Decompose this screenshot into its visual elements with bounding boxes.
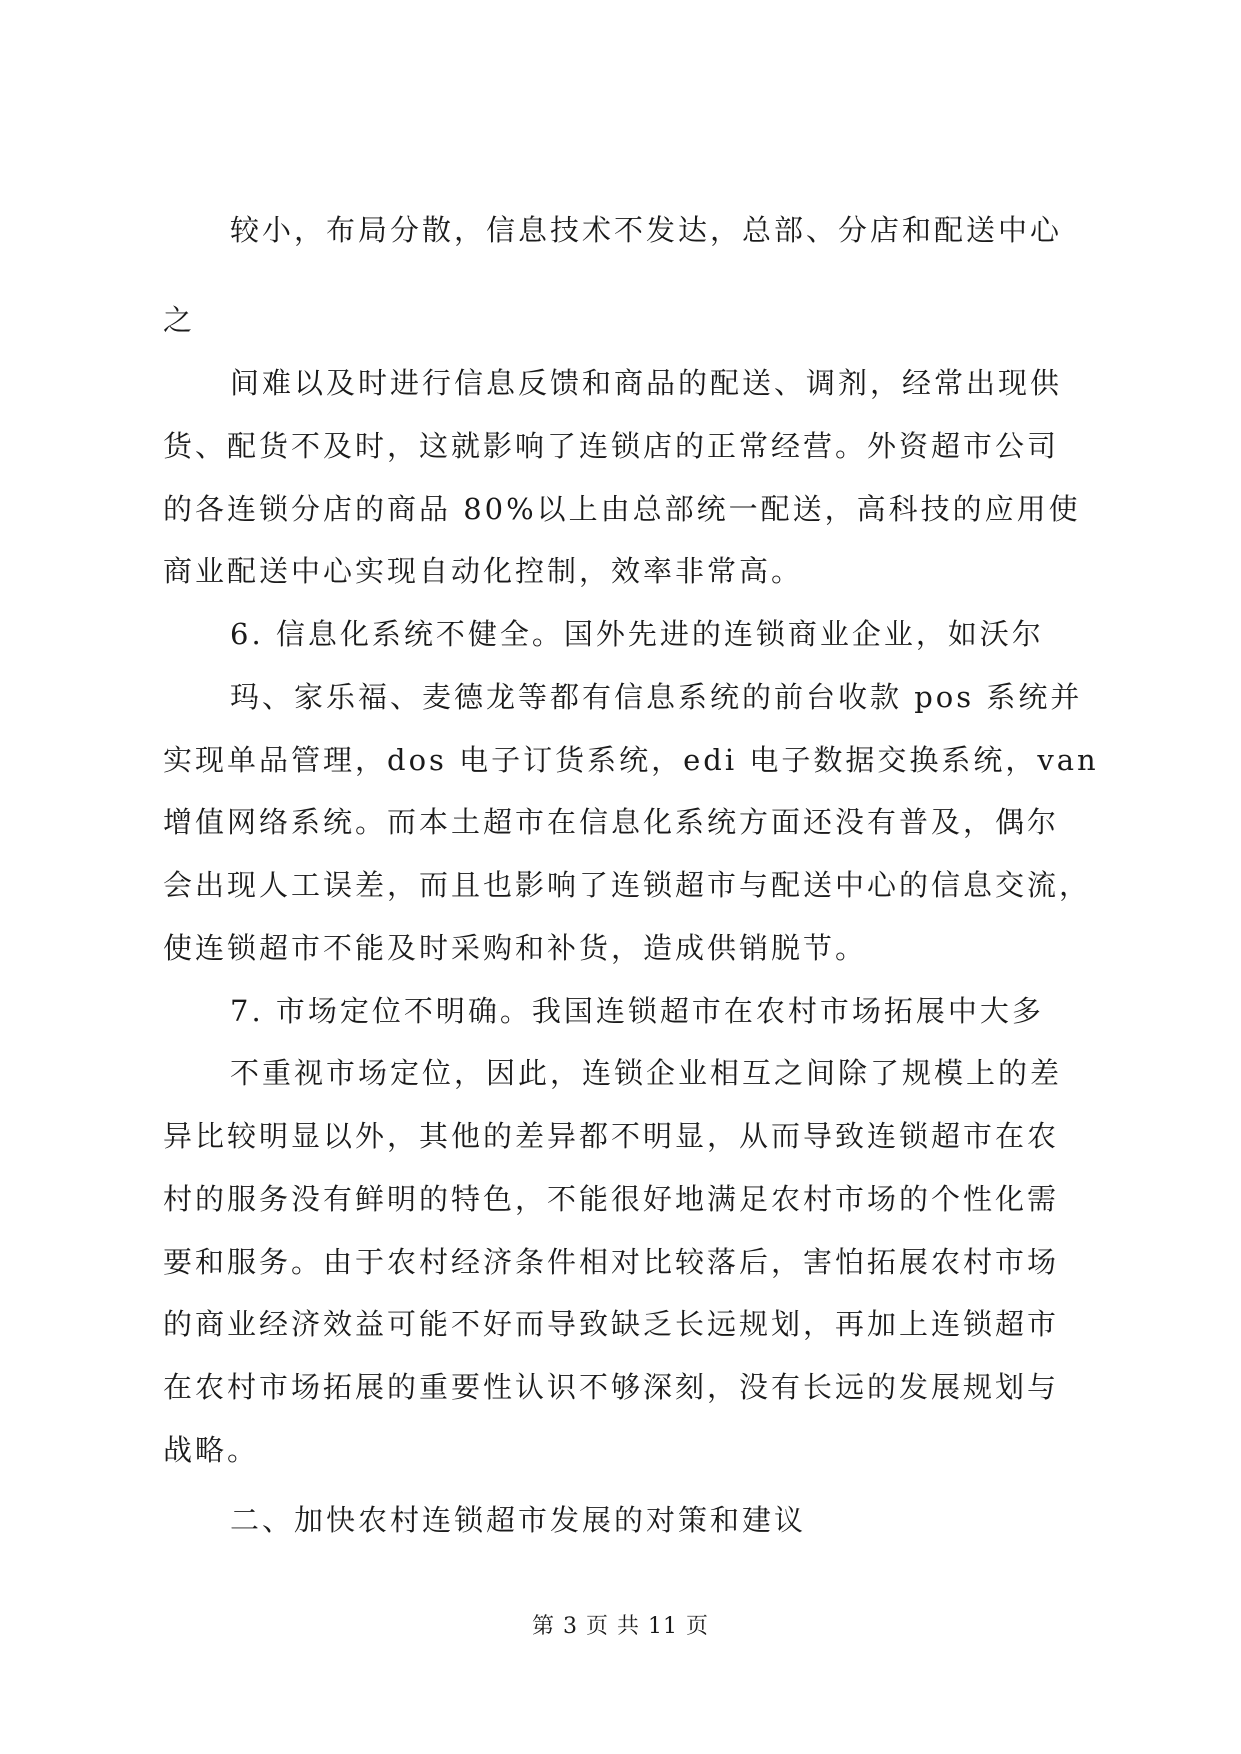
text-line: 村的服务没有鲜明的特色，不能很好地满足农村市场的个性化需 (163, 1182, 1060, 1216)
section-heading: 二、加快农村连锁超市发展的对策和建议 (230, 1503, 807, 1537)
text-line: 在农村市场拓展的重要性认识不够深刻，没有长远的发展规划与 (163, 1370, 1060, 1404)
text-line: 之 (163, 303, 196, 337)
page-number-footer: 第 3 页 共 11 页 (532, 1614, 709, 1639)
text-line: 会出现人工误差，而且也影响了连锁超市与配送中心的信息交流， (163, 868, 1092, 902)
text-line: 不重视市场定位，因此，连锁企业相互之间除了规模上的差 (230, 1056, 1063, 1090)
text-line: 的各连锁分店的商品 80%以上由总部统一配送，高科技的应用使 (163, 492, 1081, 526)
text-line: 货、配货不及时，这就影响了连锁店的正常经营。外资超市公司 (163, 429, 1060, 463)
text-line: 较小，布局分散，信息技术不发达，总部、分店和配送中心 (230, 213, 1063, 247)
text-line: 玛、家乐福、麦德龙等都有信息系统的前台收款 pos 系统并 (230, 680, 1083, 714)
text-line: 商业配送中心实现自动化控制，效率非常高。 (163, 554, 804, 588)
text-line: 实现单品管理，dos 电子订货系统，edi 电子数据交换系统，van (163, 743, 1099, 777)
text-line: 异比较明显以外，其他的差异都不明显，从而导致连锁超市在农 (163, 1119, 1060, 1153)
text-line: 要和服务。由于农村经济条件相对比较落后，害怕拓展农村市场 (163, 1245, 1060, 1279)
text-line: 增值网络系统。而本土超市在信息化系统方面还没有普及，偶尔 (163, 805, 1060, 839)
text-line: 使连锁超市不能及时采购和补货，造成供销脱节。 (163, 931, 868, 965)
text-line: 7. 市场定位不明确。我国连锁超市在农村市场拓展中大多 (230, 994, 1044, 1028)
text-line: 间难以及时进行信息反馈和商品的配送、调剂，经常出现供 (230, 366, 1063, 400)
text-line: 的商业经济效益可能不好而导致缺乏长远规划，再加上连锁超市 (163, 1307, 1060, 1341)
text-line: 6. 信息化系统不健全。国外先进的连锁商业企业，如沃尔 (230, 617, 1044, 651)
text-line: 战略。 (163, 1433, 260, 1467)
